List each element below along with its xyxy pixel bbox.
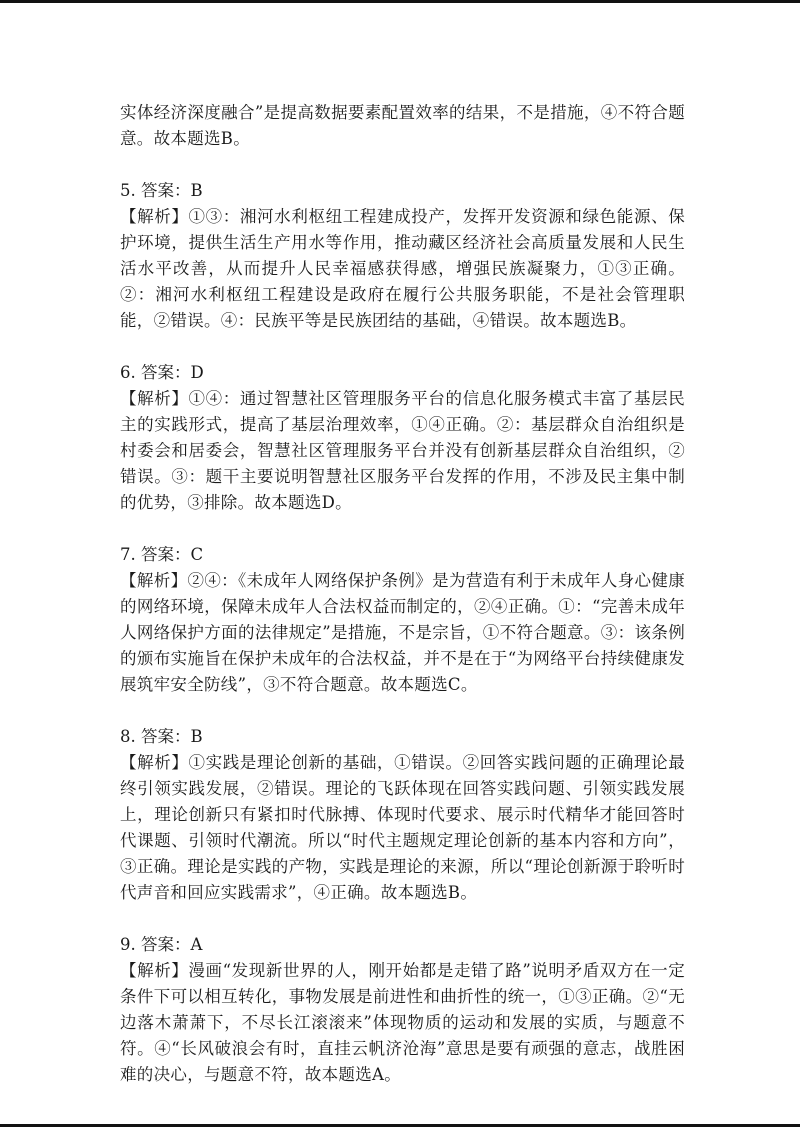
explanation-6-text: ①④：通过智慧社区管理服务平台的信息化服务模式丰富了基层民主的实践形式，提高了基层治理效率，①④正确。②：基层群众自治组织是村委会和居委会，智慧社区管理服务平台并没有创新基层群众自治组织，②错误。③：题干主要说明智慧社区服务平台发挥的作用，不涉及民主集中制的优势，③排除。故本题选D。 <box>120 389 686 512</box>
answer-8: 8. 答案：B <box>120 727 203 746</box>
explanation-tag: 【解析】 <box>120 571 188 590</box>
intro-paragraph-block <box>120 100 685 152</box>
answer-document <box>120 100 685 1114</box>
explanation-9 <box>120 958 685 1088</box>
explanation-tag: 【解析】 <box>120 207 189 226</box>
question-8-block <box>120 724 685 906</box>
explanation-tag: 【解析】 <box>120 753 189 772</box>
intro-paragraph: 实体经济深度融合”是提高数据要素配置效率的结果，不是措施，④不符合题意。故本题选B。 <box>120 103 685 148</box>
explanation-5-text: ①③：湘河水利枢纽工程建成投产，发挥开发资源和绿色能源、保护环境，提供生活生产用水等作用，推动藏区经济社会高质量发展和人民生活水平改善，从而提升人民幸福感获得感，增强民族凝聚力，①③正确。②：湘河水利枢纽工程建设是政府在履行公共服务职能，不是社会管理职能，②错误。④：民族平等是民族团结的基础，④错误。故本题选B。 <box>120 207 686 330</box>
explanation-9-text: 漫画“发现新世界的人，刚开始都是走错了路”说明矛盾双方在一定条件下可以相互转化，事物发展是前进性和曲折性的统一，①③正确。②“无边落木萧萧下，不尽长江滚滚来”体现物质的运动和发展的实质，与题意不符。④“长风破浪会有时，直挂云帆济沧海”意思是要有顽强的意志，战胜困难的决心，与题意不符，故本题选A。 <box>120 961 685 1084</box>
answer-9: 9. 答案：A <box>120 935 203 954</box>
explanation-6 <box>120 386 685 516</box>
answer-5: 5. 答案：B <box>120 181 203 200</box>
explanation-tag: 【解析】 <box>120 961 189 980</box>
explanation-5 <box>120 204 685 334</box>
explanation-7-text: ②④：《未成年人网络保护条例》是为营造有利于未成年人身心健康的网络环境，保障未成年人合法权益而制定的，②④正确。①：“完善未成年人网络保护方面的法律规定”是措施，不是宗旨，①不符合题意。③：该条例的颁布实施旨在保护未成年的合法权益，并不是在于“为网络平台持续健康发展筑牢安全防线”，③不符合题意。故本题选C。 <box>120 571 686 694</box>
explanation-8 <box>120 750 685 906</box>
question-7-block <box>120 542 685 698</box>
explanation-tag: 【解析】 <box>120 389 189 408</box>
explanation-7 <box>120 568 685 698</box>
question-9-block <box>120 932 685 1088</box>
question-6-block <box>120 360 685 516</box>
bottom-border-line <box>0 1124 800 1127</box>
question-5-block <box>120 178 685 334</box>
answer-6: 6. 答案：D <box>120 363 204 382</box>
explanation-8-text: ①实践是理论创新的基础，①错误。②回答实践问题的正确理论最终引领实践发展，②错误。理论的飞跃体现在回答实践问题、引领实践发展上，理论创新只有紧扣时代脉搏、体现时代要求、展示时代精华才能回答时代课题、引领时代潮流。所以“时代主题规定理论创新的基本内容和方向”，③正确。理论是实践的产物，实践是理论的来源，所以“理论创新源于聆听时代声音和回应实践需求”，④正确。故本题选B。 <box>120 753 686 902</box>
answer-7: 7. 答案：C <box>120 545 204 564</box>
top-border-line <box>0 0 800 3</box>
